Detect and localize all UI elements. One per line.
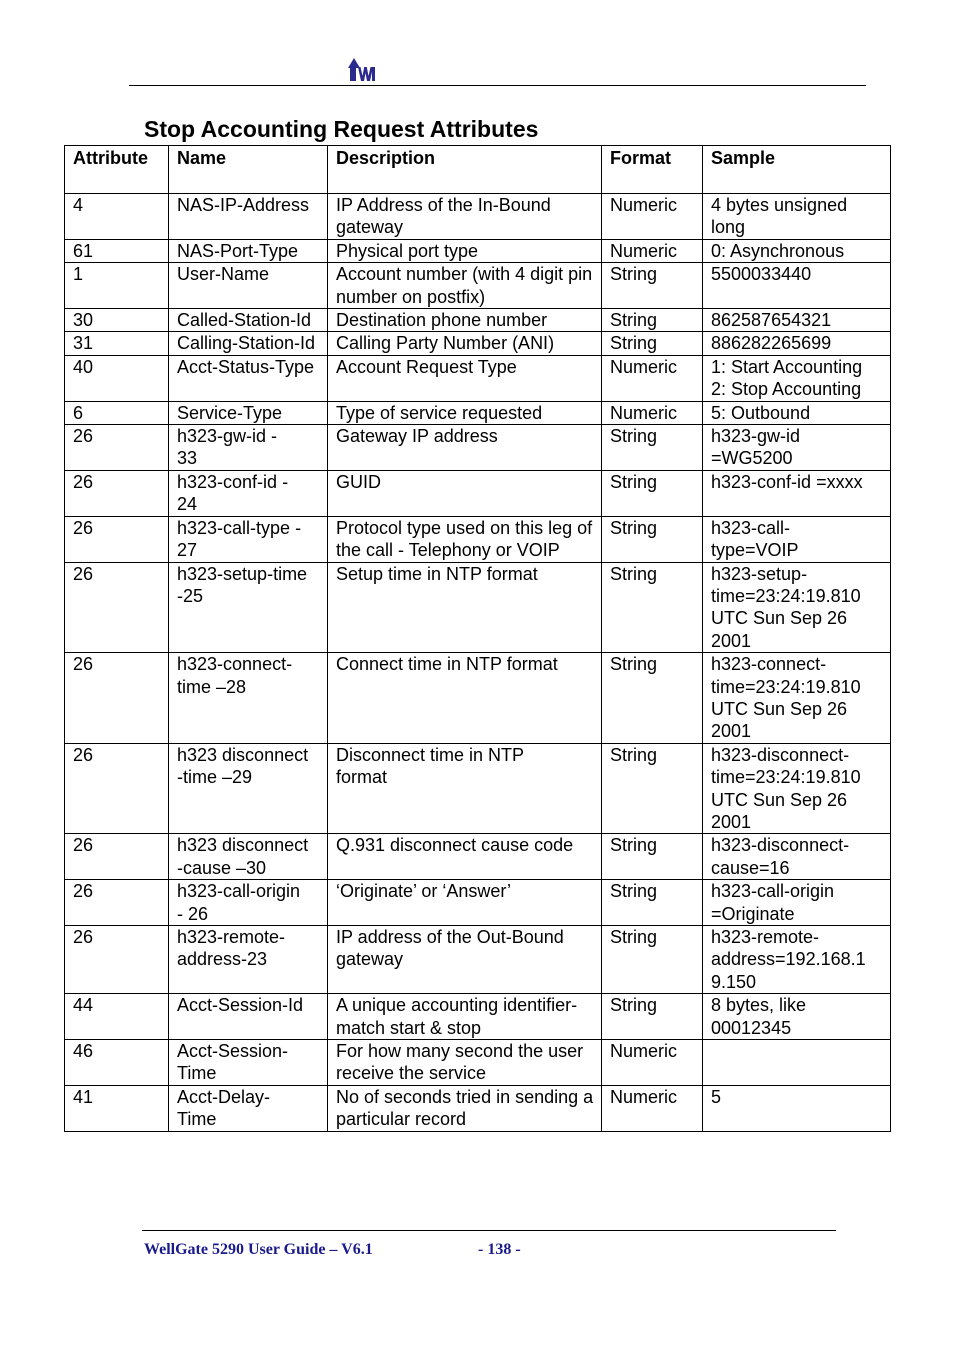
cell-description: Setup time in NTP format bbox=[328, 562, 602, 653]
cell-name: Acct-Session-Id bbox=[169, 994, 328, 1040]
cell-sample: h323-setup- time=23:24:19.810 UTC Sun Sep 26 2001 bbox=[703, 562, 891, 653]
cell-description: Connect time in NTP format bbox=[328, 653, 602, 744]
table-row bbox=[65, 834, 891, 880]
cell-description: Destination phone number bbox=[328, 309, 602, 332]
cell-description: Type of service requested bbox=[328, 401, 602, 424]
cell-description: Disconnect time in NTP format bbox=[328, 743, 602, 834]
cell-attribute: 30 bbox=[65, 309, 169, 332]
cell-attribute: 26 bbox=[65, 562, 169, 653]
cell-name: h323-conf-id - 24 bbox=[169, 470, 328, 516]
cell-description: IP address of the Out-Bound gateway bbox=[328, 926, 602, 994]
cell-name: Acct-Status-Type bbox=[169, 355, 328, 401]
table-row bbox=[65, 425, 891, 471]
cell-name: h323 disconnect -cause –30 bbox=[169, 834, 328, 880]
cell-attribute: 31 bbox=[65, 332, 169, 355]
cell-name: h323-setup-time -25 bbox=[169, 562, 328, 653]
table-row bbox=[65, 653, 891, 744]
footer-doc-title: WellGate 5290 User Guide – V6.1 bbox=[144, 1241, 373, 1258]
cell-sample: h323-call- type=VOIP bbox=[703, 516, 891, 562]
cell-sample: 4 bytes unsigned long bbox=[703, 194, 891, 240]
company-logo-icon bbox=[348, 56, 378, 82]
cell-name: Calling-Station-Id bbox=[169, 332, 328, 355]
table-row bbox=[65, 239, 891, 262]
cell-format: String bbox=[602, 834, 703, 880]
cell-format: String bbox=[602, 926, 703, 994]
table-header-row bbox=[65, 146, 891, 194]
column-header-attribute: Attribute bbox=[65, 146, 169, 194]
cell-format: String bbox=[602, 562, 703, 653]
table-row bbox=[65, 516, 891, 562]
cell-format: Numeric bbox=[602, 1085, 703, 1131]
cell-sample: 862587654321 bbox=[703, 309, 891, 332]
cell-name: h323 disconnect -time –29 bbox=[169, 743, 328, 834]
cell-sample: h323-conf-id =xxxx bbox=[703, 470, 891, 516]
cell-description: For how many second the user receive the service bbox=[328, 1040, 602, 1086]
cell-sample: 8 bytes, like 00012345 bbox=[703, 994, 891, 1040]
cell-attribute: 4 bbox=[65, 194, 169, 240]
table-row bbox=[65, 994, 891, 1040]
cell-description: Gateway IP address bbox=[328, 425, 602, 471]
cell-attribute: 26 bbox=[65, 470, 169, 516]
cell-attribute: 41 bbox=[65, 1085, 169, 1131]
cell-description: Calling Party Number (ANI) bbox=[328, 332, 602, 355]
cell-sample: 0: Asynchronous bbox=[703, 239, 891, 262]
cell-sample bbox=[703, 1040, 891, 1086]
cell-description: ‘Originate’ or ‘Answer’ bbox=[328, 880, 602, 926]
cell-format: String bbox=[602, 743, 703, 834]
column-header-sample: Sample bbox=[703, 146, 891, 194]
cell-sample: h323-disconnect- time=23:24:19.810 UTC Sun Sep 26 2001 bbox=[703, 743, 891, 834]
cell-name: Called-Station-Id bbox=[169, 309, 328, 332]
cell-format: String bbox=[602, 425, 703, 471]
cell-description: Account number (with 4 digit pin number on postfix) bbox=[328, 263, 602, 309]
footer-rule bbox=[142, 1230, 836, 1231]
cell-format: Numeric bbox=[602, 355, 703, 401]
cell-format: String bbox=[602, 263, 703, 309]
cell-description: Protocol type used on this leg of the call - Telephony or VOIP bbox=[328, 516, 602, 562]
cell-description: IP Address of the In-Bound gateway bbox=[328, 194, 602, 240]
cell-name: h323-call-type - 27 bbox=[169, 516, 328, 562]
cell-description: Physical port type bbox=[328, 239, 602, 262]
cell-format: Numeric bbox=[602, 194, 703, 240]
cell-sample: 5: Outbound bbox=[703, 401, 891, 424]
cell-format: Numeric bbox=[602, 401, 703, 424]
cell-attribute: 26 bbox=[65, 743, 169, 834]
cell-format: String bbox=[602, 309, 703, 332]
cell-format: String bbox=[602, 880, 703, 926]
cell-sample: 5500033440 bbox=[703, 263, 891, 309]
cell-description: Account Request Type bbox=[328, 355, 602, 401]
footer-page-number: - 138 - bbox=[478, 1241, 521, 1258]
cell-sample: h323-remote- address=192.168.1 9.150 bbox=[703, 926, 891, 994]
table-row bbox=[65, 562, 891, 653]
cell-sample: 5 bbox=[703, 1085, 891, 1131]
cell-description: A unique accounting identifier-match start & stop bbox=[328, 994, 602, 1040]
cell-attribute: 26 bbox=[65, 926, 169, 994]
cell-name: Acct-Session- Time bbox=[169, 1040, 328, 1086]
cell-attribute: 26 bbox=[65, 653, 169, 744]
cell-description: Q.931 disconnect cause code bbox=[328, 834, 602, 880]
cell-name: h323-connect- time –28 bbox=[169, 653, 328, 744]
cell-attribute: 26 bbox=[65, 880, 169, 926]
table-row bbox=[65, 263, 891, 309]
cell-sample: h323-gw-id =WG5200 bbox=[703, 425, 891, 471]
cell-attribute: 1 bbox=[65, 263, 169, 309]
cell-name: h323-remote- address-23 bbox=[169, 926, 328, 994]
cell-description: No of seconds tried in sending a particular record bbox=[328, 1085, 602, 1131]
cell-sample: h323-connect- time=23:24:19.810 UTC Sun Sep 26 2001 bbox=[703, 653, 891, 744]
table-row bbox=[65, 880, 891, 926]
column-header-description: Description bbox=[328, 146, 602, 194]
cell-format: String bbox=[602, 516, 703, 562]
cell-format: String bbox=[602, 653, 703, 744]
cell-sample: 886282265699 bbox=[703, 332, 891, 355]
cell-format: String bbox=[602, 994, 703, 1040]
table-row bbox=[65, 194, 891, 240]
cell-format: Numeric bbox=[602, 239, 703, 262]
cell-format: String bbox=[602, 470, 703, 516]
cell-format: Numeric bbox=[602, 1040, 703, 1086]
cell-name: h323-gw-id - 33 bbox=[169, 425, 328, 471]
section-title: Stop Accounting Request Attributes bbox=[144, 116, 539, 142]
cell-attribute: 40 bbox=[65, 355, 169, 401]
header-rule bbox=[129, 85, 866, 86]
cell-format: String bbox=[602, 332, 703, 355]
cell-sample: h323-call-origin =Originate bbox=[703, 880, 891, 926]
cell-name: Service-Type bbox=[169, 401, 328, 424]
cell-attribute: 61 bbox=[65, 239, 169, 262]
cell-attribute: 26 bbox=[65, 834, 169, 880]
cell-name: NAS-IP-Address bbox=[169, 194, 328, 240]
cell-name: Acct-Delay- Time bbox=[169, 1085, 328, 1131]
table-row bbox=[65, 332, 891, 355]
cell-attribute: 6 bbox=[65, 401, 169, 424]
table-row bbox=[65, 309, 891, 332]
cell-sample: h323-disconnect- cause=16 bbox=[703, 834, 891, 880]
cell-attribute: 44 bbox=[65, 994, 169, 1040]
table-row bbox=[65, 401, 891, 424]
table-row bbox=[65, 743, 891, 834]
column-header-format: Format bbox=[602, 146, 703, 194]
cell-attribute: 26 bbox=[65, 516, 169, 562]
cell-attribute: 46 bbox=[65, 1040, 169, 1086]
table-row bbox=[65, 355, 891, 401]
cell-sample: 1: Start Accounting 2: Stop Accounting bbox=[703, 355, 891, 401]
cell-description: GUID bbox=[328, 470, 602, 516]
cell-name: NAS-Port-Type bbox=[169, 239, 328, 262]
table-row bbox=[65, 1085, 891, 1131]
cell-name: User-Name bbox=[169, 263, 328, 309]
cell-attribute: 26 bbox=[65, 425, 169, 471]
cell-name: h323-call-origin - 26 bbox=[169, 880, 328, 926]
attributes-table bbox=[64, 145, 891, 1132]
column-header-name: Name bbox=[169, 146, 328, 194]
table-row bbox=[65, 470, 891, 516]
table-row bbox=[65, 1040, 891, 1086]
table-body bbox=[65, 194, 891, 1132]
table-row bbox=[65, 926, 891, 994]
